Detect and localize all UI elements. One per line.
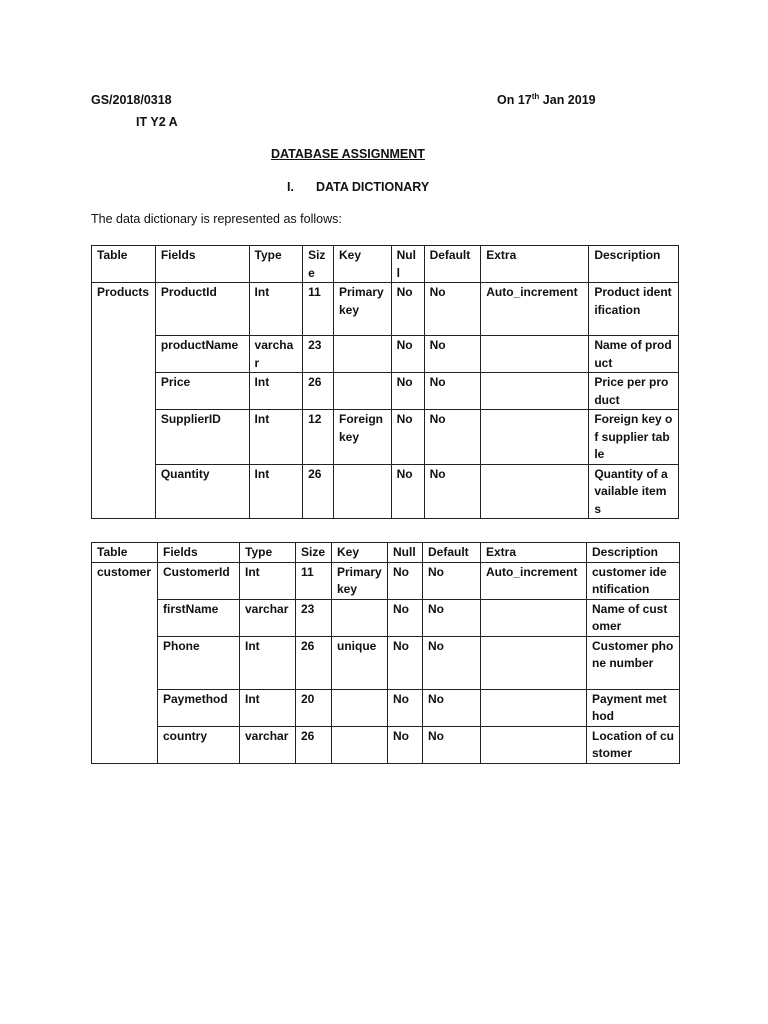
null-cell: No	[388, 562, 423, 599]
extra-cell	[481, 410, 589, 465]
table-row	[92, 726, 680, 763]
column-header: Table	[92, 246, 156, 283]
default-cell: No	[423, 636, 481, 689]
description-cell: Customer phone number	[587, 636, 680, 689]
extra-cell	[481, 599, 587, 636]
description-cell: Payment method	[587, 689, 680, 726]
extra-cell: Auto_increment	[481, 283, 589, 336]
null-cell: No	[388, 636, 423, 689]
key-cell	[332, 599, 388, 636]
size-cell: 26	[296, 726, 332, 763]
column-header: Null	[391, 246, 424, 283]
date-superscript: th	[531, 91, 540, 101]
key-cell	[333, 464, 391, 519]
default-cell: No	[424, 464, 481, 519]
default-cell: No	[424, 283, 481, 336]
registration-number: GS/2018/0318	[91, 93, 172, 107]
type-cell: Int	[240, 562, 296, 599]
null-cell: No	[388, 726, 423, 763]
key-cell	[333, 336, 391, 373]
table-row	[92, 464, 679, 519]
column-header: Size	[303, 246, 334, 283]
column-header: Extra	[481, 246, 589, 283]
type-cell: Int	[240, 636, 296, 689]
description-cell: Product identification	[589, 283, 679, 336]
default-cell: No	[424, 373, 481, 410]
table-row	[92, 599, 680, 636]
default-cell: No	[424, 410, 481, 465]
size-cell: 20	[296, 689, 332, 726]
column-header: Type	[240, 543, 296, 563]
class-label: IT Y2 A	[136, 115, 178, 129]
size-cell: 11	[303, 283, 334, 336]
size-cell: 23	[303, 336, 334, 373]
column-header: Null	[388, 543, 423, 563]
table-name-cell: Products	[92, 283, 156, 519]
column-header: Description	[589, 246, 679, 283]
type-cell: Int	[249, 464, 303, 519]
key-cell: Primary key	[332, 562, 388, 599]
key-cell	[333, 373, 391, 410]
table-row	[92, 336, 679, 373]
type-cell: Int	[240, 689, 296, 726]
extra-cell	[481, 373, 589, 410]
null-cell: No	[388, 689, 423, 726]
default-cell: No	[423, 599, 481, 636]
key-cell	[332, 689, 388, 726]
column-header: Fields	[155, 246, 249, 283]
description-cell: Name of customer	[587, 599, 680, 636]
table-row	[92, 410, 679, 465]
date-prefix: On 17	[497, 93, 532, 107]
table-row	[92, 283, 679, 336]
key-cell: Foreign key	[333, 410, 391, 465]
section-title: DATA DICTIONARY	[316, 180, 430, 194]
null-cell: No	[391, 464, 424, 519]
assignment-date	[497, 93, 596, 107]
extra-cell	[481, 464, 589, 519]
section-numeral: I.	[287, 180, 294, 194]
table-row	[92, 689, 680, 726]
table-row	[92, 562, 680, 599]
description-cell: Price per product	[589, 373, 679, 410]
size-cell: 26	[303, 373, 334, 410]
size-cell: 26	[303, 464, 334, 519]
description-cell: Name of product	[589, 336, 679, 373]
column-header: Type	[249, 246, 303, 283]
column-header: Default	[423, 543, 481, 563]
document-title: DATABASE ASSIGNMENT	[271, 147, 425, 161]
extra-cell	[481, 336, 589, 373]
field-cell: productName	[155, 336, 249, 373]
table-name-cell: customer	[92, 562, 158, 763]
extra-cell	[481, 726, 587, 763]
field-cell: Quantity	[155, 464, 249, 519]
null-cell: No	[391, 283, 424, 336]
description-cell: Quantity of available items	[589, 464, 679, 519]
size-cell: 12	[303, 410, 334, 465]
column-header: Fields	[158, 543, 240, 563]
customer-dictionary-table	[91, 542, 680, 764]
column-header: Table	[92, 543, 158, 563]
size-cell: 23	[296, 599, 332, 636]
type-cell: Int	[249, 410, 303, 465]
description-cell: Foreign key of supplier table	[589, 410, 679, 465]
field-cell: CustomerId	[158, 562, 240, 599]
key-cell: unique	[332, 636, 388, 689]
field-cell: Price	[155, 373, 249, 410]
extra-cell	[481, 689, 587, 726]
products-dictionary-table	[91, 245, 679, 519]
date-suffix: Jan 2019	[539, 93, 596, 107]
table-header-row	[92, 246, 679, 283]
key-cell	[332, 726, 388, 763]
description-cell: Location of customer	[587, 726, 680, 763]
column-header: Key	[332, 543, 388, 563]
size-cell: 26	[296, 636, 332, 689]
intro-text: The data dictionary is represented as follows:	[91, 212, 342, 226]
field-cell: firstName	[158, 599, 240, 636]
table-row	[92, 373, 679, 410]
table-row	[92, 636, 680, 689]
null-cell: No	[388, 599, 423, 636]
column-header: Default	[424, 246, 481, 283]
default-cell: No	[423, 562, 481, 599]
description-cell: customer identification	[587, 562, 680, 599]
column-header: Size	[296, 543, 332, 563]
default-cell: No	[423, 689, 481, 726]
extra-cell: Auto_increment	[481, 562, 587, 599]
extra-cell	[481, 636, 587, 689]
null-cell: No	[391, 373, 424, 410]
default-cell: No	[424, 336, 481, 373]
field-cell: SupplierID	[155, 410, 249, 465]
column-header: Key	[333, 246, 391, 283]
key-cell: Primary key	[333, 283, 391, 336]
type-cell: varchar	[249, 336, 303, 373]
type-cell: varchar	[240, 726, 296, 763]
default-cell: No	[423, 726, 481, 763]
table-header-row	[92, 543, 680, 563]
field-cell: country	[158, 726, 240, 763]
field-cell: Paymethod	[158, 689, 240, 726]
null-cell: No	[391, 410, 424, 465]
column-header: Extra	[481, 543, 587, 563]
null-cell: No	[391, 336, 424, 373]
field-cell: ProductId	[155, 283, 249, 336]
type-cell: Int	[249, 373, 303, 410]
field-cell: Phone	[158, 636, 240, 689]
size-cell: 11	[296, 562, 332, 599]
column-header: Description	[587, 543, 680, 563]
type-cell: varchar	[240, 599, 296, 636]
type-cell: Int	[249, 283, 303, 336]
